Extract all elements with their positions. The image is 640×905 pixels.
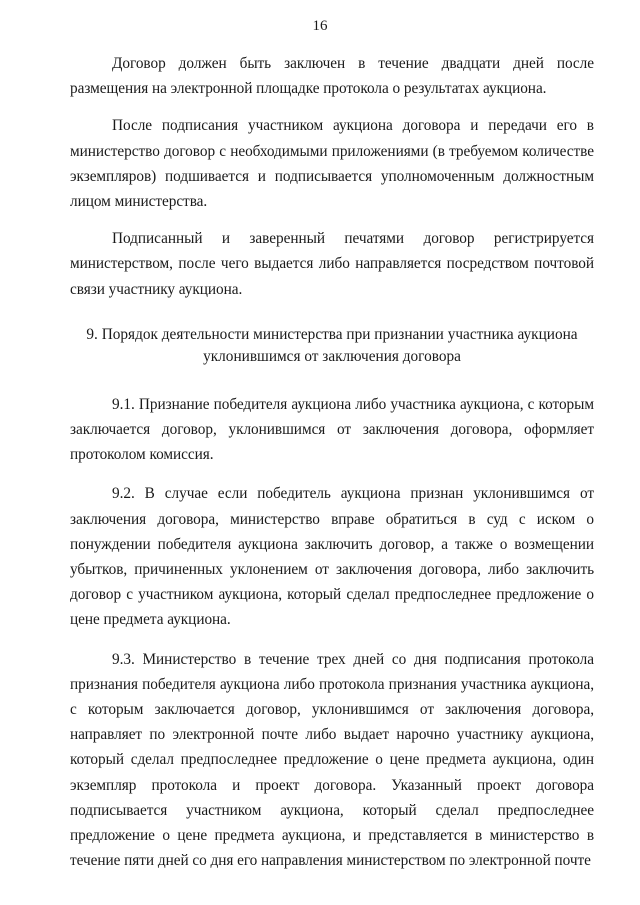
section-heading-line-2: уклонившимся от заключения договора <box>203 347 461 365</box>
paragraph-contract-signing: После подписания участником аукциона договора и передачи его в министерство договор с необходимыми приложениями (в требуемом количестве экземпляров) подшивается и подписывается уполномоченным должностным лицом министерства. <box>70 117 594 211</box>
section-heading <box>70 324 594 368</box>
paragraph-9-3: 9.3. Министерство в течение трех дней со дня подписания протокола признания победителя аукциона либо протокола признания участника аукциона, с которым заключается договор, уклонившимся от заключения договора, направляет по электронной почте либо выдает нарочно участнику аукциона, который сделал предпоследнее предложение о цене предмета аукциона, один экземпляр протокола и проект договора. Указанный проект договора подписывается участником аукциона, который сделал предпоследнее предложение о цене предмета аукциона, и представляется в министерство в течение пяти дней со дня его направления министерством по электронной почте <box>70 650 594 870</box>
paragraph-9-2: 9.2. В случае если победитель аукциона признан уклонившимся от заключения договора, министерство вправе обратиться в суд с иском о понуждении победителя аукциона заключить договор, а также о возмещении убытков, причиненных уклонением от заключения договора, либо заключить договор с участником аукциона, который сделал предпоследнее предложение о цене предмета аукциона. <box>70 485 594 629</box>
spacer <box>70 214 594 226</box>
spacer <box>70 633 594 647</box>
section-heading-line-1: 9. Порядок деятельности министерства при признании участника аукциона <box>86 325 578 343</box>
paragraph-9-1: 9.1. Признание победителя аукциона либо участника аукциона, с которым заключается договор, уклонившимся от заключения договора, оформляет протоколом комиссия. <box>70 395 594 464</box>
paragraph-contract-deadline: Договор должен быть заключен в течение двадцати дней после размещения на электронной площадке протокола о результатах аукциона. <box>70 55 594 98</box>
spacer <box>70 467 594 481</box>
paragraph-contract-registration: Подписанный и заверенный печатями договор регистрируется министерством, после чего выдается либо направляется посредством почтовой связи участнику аукциона. <box>70 230 594 298</box>
document-body <box>70 51 594 873</box>
page-number: 16 <box>312 18 328 34</box>
spacer <box>70 101 594 113</box>
